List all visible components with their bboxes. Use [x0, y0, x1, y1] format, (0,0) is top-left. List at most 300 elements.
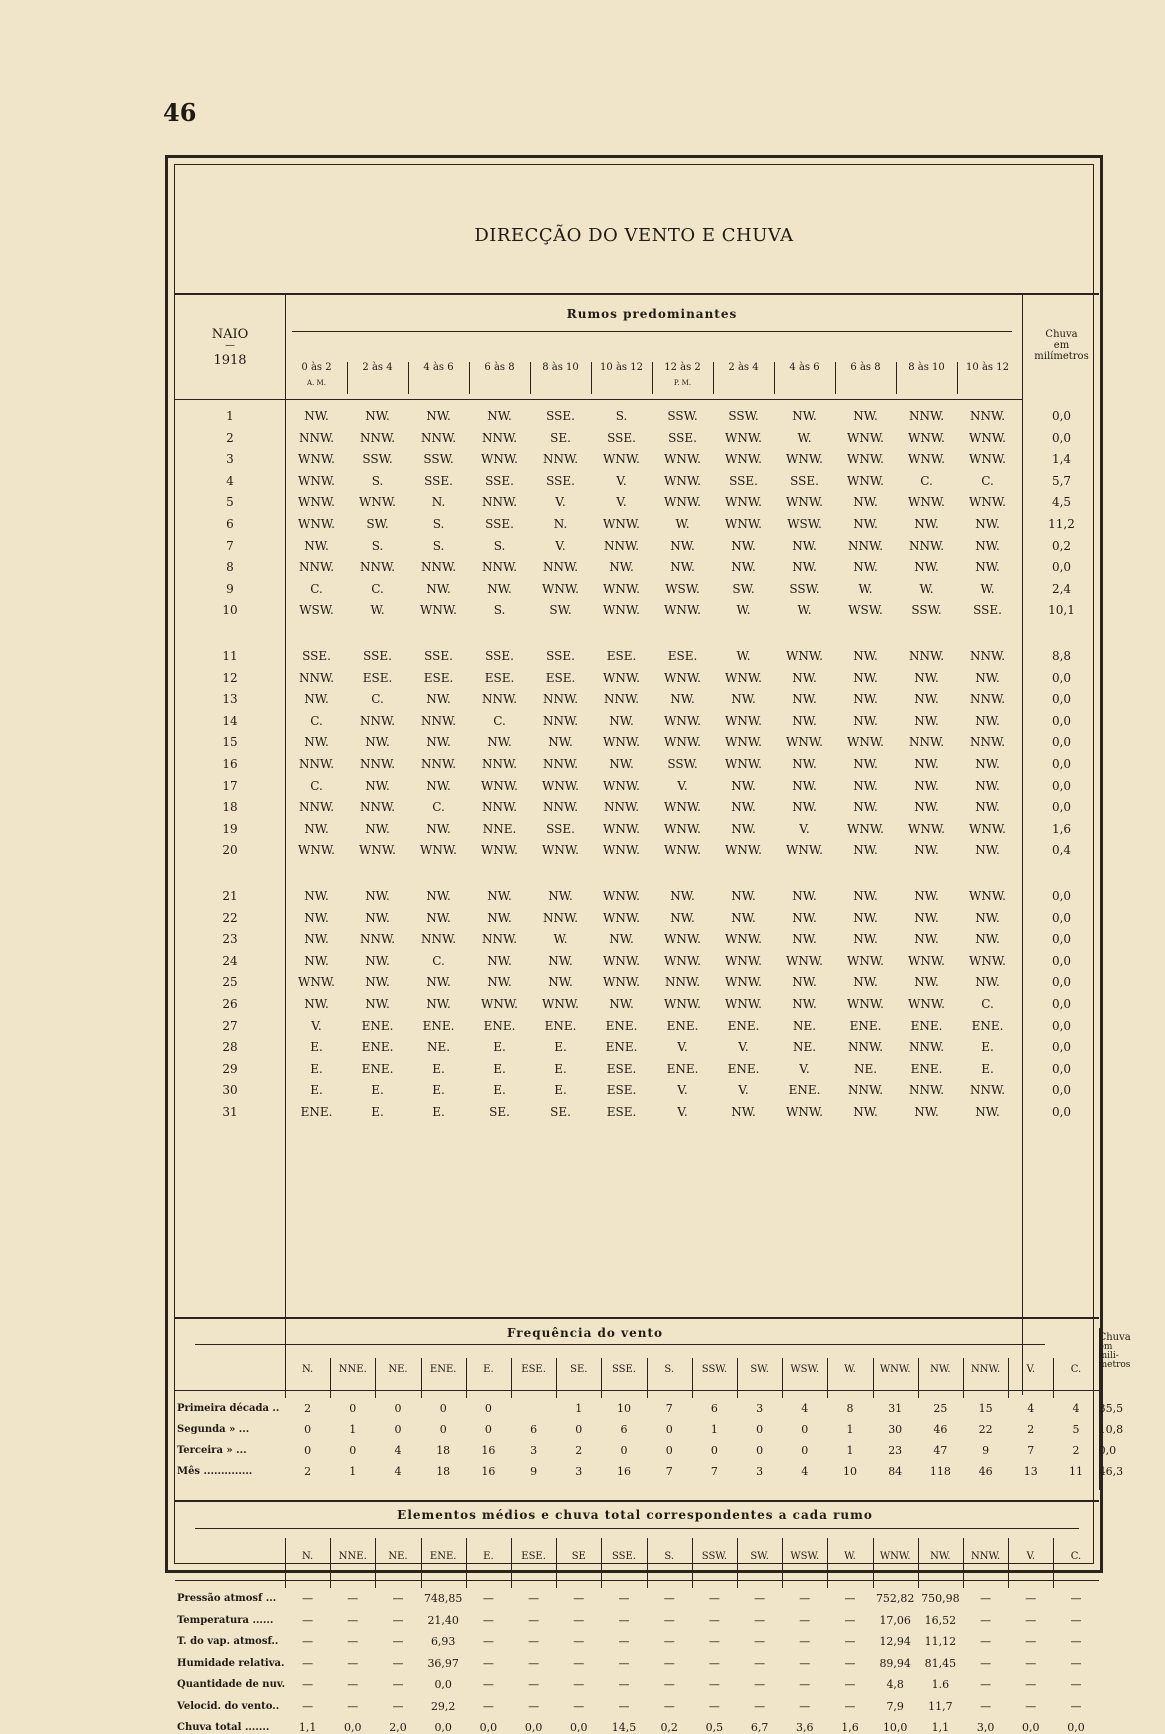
- time-header-5: 10 às 12: [591, 362, 652, 373]
- wind-direction: SSE.: [652, 431, 713, 445]
- elem-row-label: Velocid. do vento..: [177, 1701, 285, 1712]
- rain-value: 0,0: [1024, 997, 1099, 1011]
- wind-direction: NNW.: [408, 560, 469, 574]
- wind-direction: NW.: [286, 889, 347, 903]
- elem-value: —: [330, 1635, 375, 1648]
- wind-direction: WNW.: [896, 822, 957, 836]
- wind-direction: ESE.: [469, 671, 530, 685]
- elem-value: —: [466, 1635, 511, 1648]
- wind-direction: NNE.: [469, 822, 530, 836]
- wind-direction: WNW.: [835, 997, 896, 1011]
- rain-value: 1,6: [1024, 822, 1099, 836]
- freq-value: 7: [647, 1465, 692, 1478]
- wind-direction: NW.: [652, 889, 713, 903]
- wind-direction: S.: [469, 603, 530, 617]
- wind-direction: E.: [347, 1083, 408, 1097]
- wind-direction: NNW.: [469, 431, 530, 445]
- wind-direction: NW.: [835, 649, 896, 663]
- wind-direction: NW.: [347, 409, 408, 423]
- wind-direction: SSE.: [957, 603, 1018, 617]
- wind-direction: E.: [530, 1062, 591, 1076]
- elem-value: —: [647, 1635, 692, 1648]
- rain-value: 0,0: [1024, 692, 1099, 706]
- wind-direction: NW.: [774, 560, 835, 574]
- wind-direction: ESE.: [591, 1083, 652, 1097]
- day-number: 11: [175, 649, 285, 663]
- elem-value: 0,0: [421, 1721, 466, 1734]
- elem-col-header: SE: [556, 1551, 601, 1562]
- wind-direction: NW.: [835, 975, 896, 989]
- elem-value: 1,1: [918, 1721, 963, 1734]
- elem-col-header: SSW.: [692, 1551, 737, 1562]
- day-number: 24: [175, 954, 285, 968]
- wind-direction: WNW.: [957, 822, 1018, 836]
- year-label: 1918: [175, 353, 285, 368]
- wind-direction: NW.: [774, 779, 835, 793]
- wind-direction: NW.: [896, 671, 957, 685]
- freq-value: 1: [692, 1423, 737, 1436]
- freq-value: 0: [285, 1423, 330, 1436]
- wind-direction: NNW.: [347, 714, 408, 728]
- freq-value: 1: [330, 1423, 375, 1436]
- rain-value: 0,0: [1024, 975, 1099, 989]
- elements-header-rule: [175, 1580, 1099, 1581]
- wind-direction: NW.: [286, 997, 347, 1011]
- wind-direction: NW.: [957, 779, 1018, 793]
- wind-direction: V.: [652, 1105, 713, 1119]
- wind-direction: S.: [408, 517, 469, 531]
- freq-col-header: SSW.: [692, 1364, 737, 1375]
- elem-col-header: E.: [466, 1551, 511, 1562]
- wind-direction: WNW.: [347, 843, 408, 857]
- freq-value: 47: [918, 1444, 963, 1457]
- wind-direction: NNW.: [652, 975, 713, 989]
- freq-value: 0: [647, 1423, 692, 1436]
- elements-title: Elementos médios e chuva total correspondentes a cada rumo: [235, 1508, 1035, 1522]
- elem-value: —: [601, 1635, 646, 1648]
- freq-col-divider: [918, 1358, 919, 1398]
- wind-direction: NW.: [347, 975, 408, 989]
- time-header-7: 2 às 4: [713, 362, 774, 373]
- freq-value: 31: [873, 1402, 918, 1415]
- elem-value: —: [556, 1657, 601, 1670]
- wind-direction: NW.: [896, 714, 957, 728]
- wind-direction: V.: [713, 1040, 774, 1054]
- wind-direction: NNW.: [591, 539, 652, 553]
- wind-direction: NW.: [957, 671, 1018, 685]
- wind-direction: WNW.: [591, 843, 652, 857]
- wind-direction: NE.: [835, 1062, 896, 1076]
- elem-value: —: [601, 1592, 646, 1605]
- wind-direction: SSE.: [713, 474, 774, 488]
- elem-value: —: [737, 1700, 782, 1713]
- wind-direction: NNW.: [469, 692, 530, 706]
- main-table-top-rule: [175, 293, 1099, 295]
- wind-direction: NNW.: [835, 1083, 896, 1097]
- wind-direction: NW.: [835, 409, 896, 423]
- day-number: 1: [175, 409, 285, 423]
- wind-direction: E.: [408, 1062, 469, 1076]
- freq-value: 4: [782, 1465, 827, 1478]
- col-divider-6: [652, 362, 653, 394]
- wind-direction: C.: [896, 474, 957, 488]
- wind-direction: NW.: [774, 409, 835, 423]
- elem-value: —: [330, 1678, 375, 1691]
- freq-value: 1: [827, 1423, 872, 1436]
- wind-direction: W.: [774, 431, 835, 445]
- day-number: 27: [175, 1019, 285, 1033]
- col-divider-1: [347, 362, 348, 394]
- elem-value: —: [827, 1700, 872, 1713]
- wind-direction: SSW.: [408, 452, 469, 466]
- col-divider-7: [713, 362, 714, 394]
- rain-value: 5,7: [1024, 474, 1099, 488]
- elem-value: —: [466, 1614, 511, 1627]
- wind-direction: ENE.: [530, 1019, 591, 1033]
- elem-row-label: Temperatura ......: [177, 1615, 285, 1626]
- freq-col-header: NNW.: [963, 1364, 1008, 1375]
- elem-value: 12,94: [873, 1635, 918, 1648]
- elem-value: —: [963, 1614, 1008, 1627]
- wind-direction: NW.: [286, 692, 347, 706]
- am-label: A. M.: [286, 379, 347, 387]
- elem-col-header: NNE.: [330, 1551, 375, 1562]
- day-number: 4: [175, 474, 285, 488]
- wind-direction: WNW.: [652, 800, 713, 814]
- wind-direction: C.: [469, 714, 530, 728]
- elem-value: —: [692, 1678, 737, 1691]
- wind-direction: W.: [713, 603, 774, 617]
- elem-value: 7,9: [873, 1700, 918, 1713]
- wind-direction: NNW.: [957, 1083, 1018, 1097]
- rain-value: 8,8: [1024, 649, 1099, 663]
- freq-value: 4: [1053, 1402, 1098, 1415]
- freq-value: 0: [375, 1423, 420, 1436]
- wind-direction: NW.: [408, 735, 469, 749]
- wind-direction: NNW.: [347, 560, 408, 574]
- page-title: DIRECÇÃO DO VENTO E CHUVA: [175, 225, 1093, 246]
- wind-direction: NNW.: [896, 409, 957, 423]
- wind-direction: NW.: [835, 495, 896, 509]
- day-number: 13: [175, 692, 285, 706]
- wind-direction: W.: [713, 649, 774, 663]
- wind-direction: WNW.: [591, 671, 652, 685]
- elem-value: —: [963, 1700, 1008, 1713]
- wind-direction: NW.: [286, 539, 347, 553]
- elem-col-header: WNW.: [873, 1551, 918, 1562]
- wind-direction: NW.: [347, 889, 408, 903]
- wind-direction: SSW.: [347, 452, 408, 466]
- elem-row-label: Humidade relativa.: [177, 1658, 285, 1669]
- wind-direction: NW.: [713, 539, 774, 553]
- wind-direction: C.: [408, 954, 469, 968]
- wind-direction: WNW.: [774, 843, 835, 857]
- elem-value: —: [647, 1700, 692, 1713]
- freq-value: 7: [692, 1465, 737, 1478]
- elem-value: —: [692, 1614, 737, 1627]
- wind-direction: S.: [591, 409, 652, 423]
- freq-value: 0: [601, 1444, 646, 1457]
- elem-value: —: [1008, 1700, 1053, 1713]
- wind-direction: NNW.: [469, 560, 530, 574]
- wind-direction: NW.: [347, 954, 408, 968]
- wind-direction: NW.: [530, 975, 591, 989]
- wind-direction: W.: [530, 932, 591, 946]
- day-number: 23: [175, 932, 285, 946]
- wind-direction: WNW.: [652, 714, 713, 728]
- wind-direction: WNW.: [957, 431, 1018, 445]
- table-frame: [165, 155, 1103, 1573]
- wind-direction: NW.: [896, 843, 957, 857]
- wind-direction: NNW.: [469, 932, 530, 946]
- freq-col-divider: [511, 1358, 512, 1398]
- rain-header-3: milímetros: [1024, 351, 1099, 362]
- freq-col-header: ENE.: [421, 1364, 466, 1375]
- wind-direction: ENE.: [408, 1019, 469, 1033]
- freq-value: 4: [375, 1465, 420, 1478]
- day-number: 10: [175, 603, 285, 617]
- time-header-4: 8 às 10: [530, 362, 591, 373]
- time-header-3: 6 às 8: [469, 362, 530, 373]
- wind-direction: WNW.: [591, 735, 652, 749]
- wind-direction: WNW.: [530, 997, 591, 1011]
- freq-value: 1: [556, 1402, 601, 1415]
- wind-direction: S.: [408, 539, 469, 553]
- rain-value: 0,0: [1024, 735, 1099, 749]
- wind-direction: ESE.: [347, 671, 408, 685]
- wind-direction: NW.: [774, 692, 835, 706]
- freq-value: 1: [827, 1444, 872, 1457]
- elem-value: —: [782, 1592, 827, 1605]
- day-number: 16: [175, 757, 285, 771]
- elem-value: —: [511, 1592, 556, 1605]
- elem-value: —: [737, 1657, 782, 1670]
- wind-direction: NW.: [957, 843, 1018, 857]
- wind-direction: WNW.: [713, 452, 774, 466]
- freq-col-divider: [466, 1358, 467, 1398]
- rain-value: 2,4: [1024, 582, 1099, 596]
- elem-value: —: [511, 1635, 556, 1648]
- time-header-11: 10 às 12: [957, 362, 1018, 373]
- wind-direction: NW.: [286, 954, 347, 968]
- wind-direction: WNW.: [286, 495, 347, 509]
- rain-value: 11,2: [1024, 517, 1099, 531]
- rain-value: 0,0: [1024, 932, 1099, 946]
- elem-value: 0,0: [330, 1721, 375, 1734]
- wind-direction: WNW.: [286, 474, 347, 488]
- day-number: 5: [175, 495, 285, 509]
- wind-direction: WNW.: [469, 843, 530, 857]
- wind-direction: NW.: [408, 997, 469, 1011]
- freq-top-rule: [175, 1317, 1099, 1319]
- elem-value: —: [827, 1614, 872, 1627]
- day-number: 30: [175, 1083, 285, 1097]
- rain-value: 0,0: [1024, 1083, 1099, 1097]
- wind-direction: WSW.: [286, 603, 347, 617]
- wind-direction: NNW.: [530, 800, 591, 814]
- elem-value: —: [692, 1635, 737, 1648]
- elem-col-header: NE.: [375, 1551, 420, 1562]
- freq-value: 0: [375, 1402, 420, 1415]
- wind-direction: E.: [469, 1062, 530, 1076]
- elem-value: —: [556, 1678, 601, 1691]
- freq-col-header: NNE.: [330, 1364, 375, 1375]
- wind-direction: V.: [774, 822, 835, 836]
- wind-direction: WNW.: [713, 757, 774, 771]
- elem-value: 0,0: [421, 1678, 466, 1691]
- wind-direction: ESE.: [591, 1062, 652, 1076]
- elem-value: —: [827, 1657, 872, 1670]
- freq-col-header: SE.: [556, 1364, 601, 1375]
- wind-direction: N.: [530, 517, 591, 531]
- wind-direction: SSE.: [530, 474, 591, 488]
- wind-direction: NW.: [286, 409, 347, 423]
- day-number: 2: [175, 431, 285, 445]
- freq-value: 0: [466, 1423, 511, 1436]
- wind-direction: NW.: [896, 975, 957, 989]
- wind-direction: NNW.: [469, 495, 530, 509]
- wind-direction: SSE.: [408, 474, 469, 488]
- wind-direction: NW.: [835, 932, 896, 946]
- col-divider-8: [774, 362, 775, 394]
- wind-direction: E.: [347, 1105, 408, 1119]
- wind-direction: V.: [774, 1062, 835, 1076]
- wind-direction: WNW.: [591, 975, 652, 989]
- freq-header-rule: [175, 1390, 1099, 1391]
- elem-value: —: [511, 1614, 556, 1627]
- wind-direction: WNW.: [652, 452, 713, 466]
- wind-direction: NW.: [713, 822, 774, 836]
- wind-direction: NW.: [408, 911, 469, 925]
- wind-direction: NE.: [408, 1040, 469, 1054]
- wind-direction: E.: [408, 1083, 469, 1097]
- wind-direction: WNW.: [713, 843, 774, 857]
- wind-direction: WNW.: [774, 649, 835, 663]
- freq-value: 15: [963, 1402, 1008, 1415]
- wind-direction: ESE.: [591, 1105, 652, 1119]
- wind-direction: SW.: [713, 582, 774, 596]
- freq-value: 11: [1053, 1465, 1098, 1478]
- rain-value: 0,0: [1024, 1105, 1099, 1119]
- elem-value: 0,0: [511, 1721, 556, 1734]
- wind-direction: SSW.: [652, 757, 713, 771]
- freq-value: 8: [827, 1402, 872, 1415]
- wind-direction: NW.: [774, 997, 835, 1011]
- elem-value: 750,98: [918, 1592, 963, 1605]
- wind-direction: NW.: [896, 517, 957, 531]
- freq-value: 0: [782, 1423, 827, 1436]
- elem-value: —: [601, 1700, 646, 1713]
- freq-col-header: C.: [1053, 1364, 1098, 1375]
- wind-direction: NNW.: [286, 800, 347, 814]
- wind-direction: WNW.: [591, 603, 652, 617]
- wind-direction: W.: [957, 582, 1018, 596]
- wind-direction: NNW.: [896, 539, 957, 553]
- wind-direction: NW.: [774, 800, 835, 814]
- wind-direction: WSW.: [835, 603, 896, 617]
- wind-direction: NNW.: [286, 431, 347, 445]
- wind-direction: NW.: [835, 779, 896, 793]
- elem-value: —: [330, 1614, 375, 1627]
- wind-direction: NNW.: [957, 735, 1018, 749]
- day-number: 28: [175, 1040, 285, 1054]
- elem-value: —: [375, 1678, 420, 1691]
- wind-direction: NW.: [408, 409, 469, 423]
- wind-direction: SSW.: [713, 409, 774, 423]
- wind-direction: NW.: [957, 932, 1018, 946]
- wind-direction: NW.: [774, 671, 835, 685]
- wind-direction: NW.: [835, 757, 896, 771]
- wind-direction: NW.: [713, 692, 774, 706]
- wind-direction: E.: [957, 1040, 1018, 1054]
- wind-direction: C.: [286, 779, 347, 793]
- wind-direction: WNW.: [652, 997, 713, 1011]
- col-divider-9: [835, 362, 836, 394]
- wind-direction: NNW.: [408, 714, 469, 728]
- wind-direction: ENE.: [591, 1019, 652, 1033]
- wind-direction: NW.: [652, 911, 713, 925]
- wind-direction: SSE.: [530, 409, 591, 423]
- wind-direction: NW.: [347, 822, 408, 836]
- wind-direction: NW.: [774, 539, 835, 553]
- wind-direction: W.: [347, 603, 408, 617]
- pm-label: P. M.: [652, 379, 713, 387]
- wind-direction: WNW.: [652, 495, 713, 509]
- wind-direction: NW.: [408, 582, 469, 596]
- wind-direction: NW.: [957, 911, 1018, 925]
- wind-direction: SSE.: [530, 649, 591, 663]
- wind-direction: NW.: [713, 911, 774, 925]
- wind-direction: C.: [347, 582, 408, 596]
- freq-value: 0: [556, 1423, 601, 1436]
- wind-direction: NNW.: [896, 649, 957, 663]
- day-number: 8: [175, 560, 285, 574]
- wind-direction: NW.: [286, 932, 347, 946]
- wind-direction: NW.: [835, 911, 896, 925]
- wind-direction: S.: [347, 539, 408, 553]
- elem-value: 0,0: [556, 1721, 601, 1734]
- wind-direction: ENE.: [896, 1019, 957, 1033]
- elem-value: —: [963, 1657, 1008, 1670]
- elem-value: —: [1008, 1614, 1053, 1627]
- wind-direction: WNW.: [713, 932, 774, 946]
- elem-value: —: [1008, 1657, 1053, 1670]
- wind-direction: WNW.: [835, 474, 896, 488]
- wind-direction: E.: [530, 1040, 591, 1054]
- wind-direction: WNW.: [469, 997, 530, 1011]
- freq-value: 2: [556, 1444, 601, 1457]
- wind-direction: NW.: [286, 735, 347, 749]
- rain-value: 0,0: [1024, 889, 1099, 903]
- wind-direction: NW.: [957, 517, 1018, 531]
- freq-col-divider: [873, 1358, 874, 1398]
- rain-value: 0,0: [1024, 560, 1099, 574]
- elem-value: —: [285, 1678, 330, 1691]
- wind-direction: NNW.: [408, 932, 469, 946]
- wind-direction: C.: [408, 800, 469, 814]
- freq-value: 4: [375, 1444, 420, 1457]
- elem-col-header: ESE.: [511, 1551, 556, 1562]
- wind-direction: WSW.: [652, 582, 713, 596]
- elem-value: —: [963, 1635, 1008, 1648]
- wind-direction: WNW.: [896, 997, 957, 1011]
- wind-direction: S.: [469, 539, 530, 553]
- wind-direction: C.: [957, 997, 1018, 1011]
- elem-value: —: [782, 1635, 827, 1648]
- wind-direction: SE.: [530, 1105, 591, 1119]
- elem-value: —: [692, 1657, 737, 1670]
- wind-direction: V.: [652, 1083, 713, 1097]
